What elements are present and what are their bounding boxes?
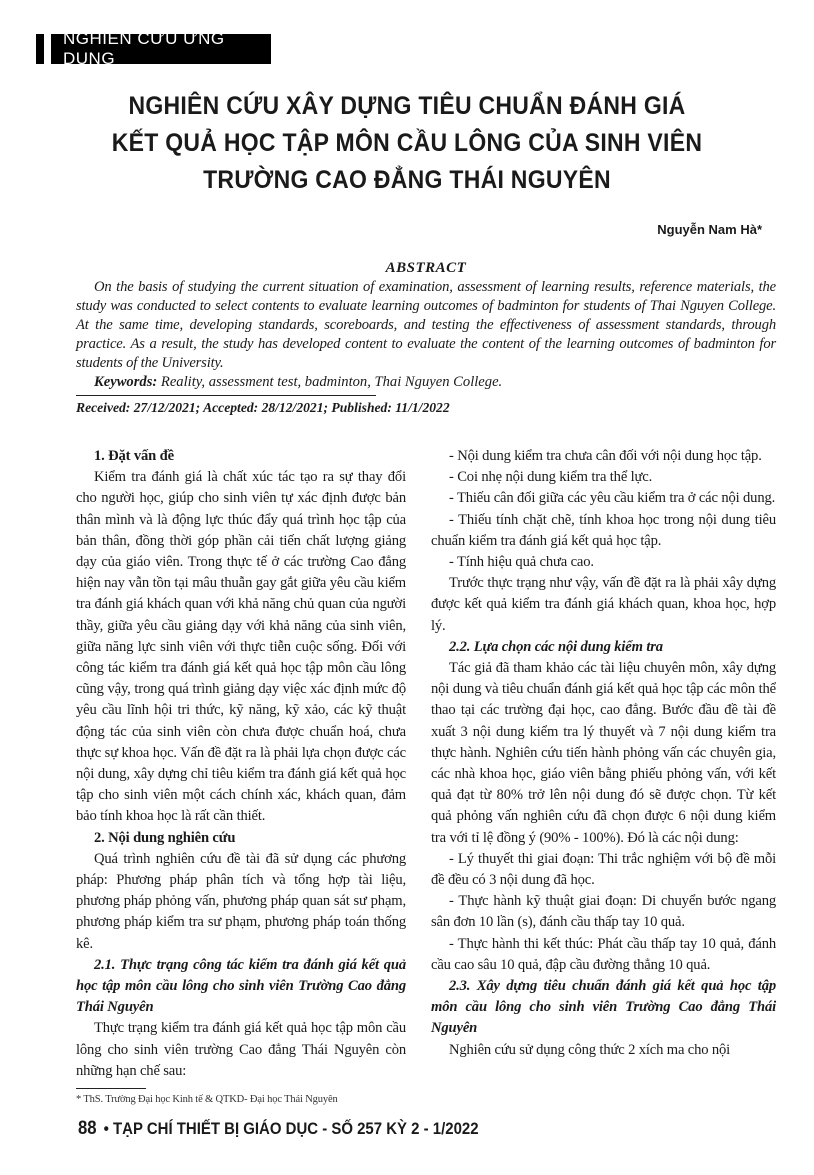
header-bar — [36, 34, 44, 64]
divider — [76, 395, 376, 396]
author: Nguyễn Nam Hà* — [657, 222, 762, 237]
section-header — [36, 29, 271, 68]
title-line-1: NGHIÊN CỨU XÂY DỰNG TIÊU CHUẨN ĐÁNH GIÁ — [128, 92, 686, 120]
list-item: - Thực hành thi kết thúc: Phát cầu thấp tay 10 quả, đánh cầu cao sâu 10 quả, đập cầu đường thẳng 10 quả. — [431, 935, 776, 973]
abstract-block — [76, 258, 776, 417]
keywords-label: Keywords: — [94, 374, 158, 390]
list-item: - Lý thuyết thi giai đoạn: Thi trắc nghiệm với bộ đề mỗi đề đều có 3 nội dung đã học. — [431, 850, 776, 889]
left-column — [76, 446, 406, 1106]
list-item: - Tính hiệu quả chưa cao. — [449, 554, 594, 571]
section-label: NGHIÊN CỨU ỨNG DỤNG — [51, 34, 271, 64]
subsection-heading: 2.3. Xây dựng tiêu chuẩn đánh giá kết quả học tập môn cầu lông cho sinh viên Trường Cao đẳng Thái Nguyên — [431, 978, 776, 1037]
paragraph: Trước thực trạng như vậy, vấn đề đặt ra là phải xây dựng được kết quả kiểm tra đánh giá khách quan, khoa học, hợp lý. — [431, 575, 776, 634]
journal-name: • TẠP CHÍ THIẾT BỊ GIÁO DỤC - SỐ 257 KỲ 2 - 1/2022 — [103, 1119, 479, 1138]
page-footer — [78, 1118, 479, 1140]
paragraph: Thực trạng kiểm tra đánh giá kết quả học tập môn cầu lông cho sinh viên trường Cao đẳng Thái Nguyên còn những hạn chế sau: — [76, 1020, 406, 1079]
list-item: - Nội dung kiểm tra chưa cân đối với nội dung học tập. — [449, 448, 762, 464]
subsection-heading: 2.1. Thực trạng công tác kiểm tra đánh giá kết quả học tập môn cầu lông cho sinh viên Trường Cao đẳng Thái Nguyên — [76, 956, 406, 1016]
paragraph: Tác giả đã tham khảo các tài liệu chuyên môn, xây dựng nội dung và tiêu chuẩn đánh giá kết quả học tập các môn thể thao tại các trường đại học, cao đẳng. Bước đầu đề tài đề xuất 3 nội dung kiểm tra lý thuyết và 7 nội dung kiểm tra thực hành. Nghiên cứu tiến hành phỏng vấn các chuyên gia, các nhà khoa học, giáo viên bằng phiếu phỏng vấn, với kết quả đạt từ 80% trở lên nội dung đó sẽ được chọn. Từ kết quả phỏng vấn nghiên cứu đã chọn được 6 nội dung kiểm tra với tỉ lệ đồng ý (90% - 100%). Đó là các nội dung: — [431, 660, 776, 846]
section-heading: 2. Nội dung nghiên cứu — [94, 829, 236, 846]
keywords — [76, 373, 776, 392]
paragraph: Quá trình nghiên cứu đề tài đã sử dụng các phương pháp: Phương pháp phân tích và tổng hợp tài liệu, phương pháp phỏng vấn, phương pháp quan sát sư phạm, phương pháp kiểm tra sư phạm, phương pháp toán thống kê. — [76, 850, 406, 952]
list-item: - Thiếu cân đối giữa các yêu cầu kiểm tra ở các nội dung. — [449, 490, 776, 507]
title-line-3: TRƯỜNG CAO ĐẲNG THÁI NGUYÊN — [203, 166, 611, 194]
footnote: * ThS. Trường Đại học Kinh tế & QTKD- Đại học Thái Nguyên — [76, 1094, 338, 1106]
paragraph: Nghiên cứu sử dụng công thức 2 xích ma cho nội — [449, 1041, 731, 1058]
footnote-divider — [76, 1088, 146, 1089]
abstract-heading: ABSTRACT — [385, 260, 467, 276]
subsection-heading: 2.2. Lựa chọn các nội dung kiểm tra — [449, 638, 663, 655]
title-line-2: KẾT QUẢ HỌC TẬP MÔN CẦU LÔNG CỦA SINH VIÊN — [111, 129, 703, 157]
paragraph: Kiểm tra đánh giá là chất xúc tác tạo ra sự thay đổi cho người học, giúp cho sinh viên tự xác định được bản thân mình và là động lực thúc đẩy quá trình học tập của bản thân, đồng thời góp phần cải tiến chất lượng giảng dạy của giáo viên. Trong thực tế ở các trường Cao đẳng hiện nay vẫn tồn tại mâu thuẫn gay gắt giữa yêu cầu kiểm tra đánh giá khách quan với khả năng chủ quan của người thầy, giữa yêu cầu giảng dạy với khả năng của sinh viên, giữa năng lực sinh viên với thực tiễn cuộc sống. Đối với công tác kiểm tra đánh giá kết quả học tập môn cầu lông cũng vậy, trong quá trình giảng dạy việc xác định mức độ yêu cầu lĩnh hội tri thức, kỹ năng, kỹ xảo, các kỹ thuật động tác của sinh viên còn chưa được chuẩn hoá, chưa thực sự khoa học. Vấn đề đặt ra là phải lựa chọn được các nội dung, xây dựng chỉ tiêu kiểm tra đánh giá kết quả học tập cho sinh viên một cách chính xác, khách quan, đảm bảo tính khoa học là rất cần thiết. — [76, 469, 406, 825]
page-number: 88 — [78, 1118, 97, 1139]
article-title — [88, 88, 726, 199]
keywords-text: Reality, assessment test, badminton, Thai Nguyen College. — [157, 374, 503, 390]
list-item: - Thực hành kỹ thuật giai đoạn: Di chuyển bước ngang sân đơn 10 lần (s), đánh cầu thấp tay 10 quả. — [431, 893, 776, 931]
abstract-text: On the basis of studying the current situation of examination, assessment of learning results, reference materials, the study was conducted to select contents to evaluate learning outcomes of badminton for students of Thai Nguyen College. At the same time, developing standards, scoreboards, and testing the effectiveness of assessment standards, through practice. As a result, the study has developed content to evaluate the content of the learning outcomes of badminton for students of the University. — [76, 279, 776, 371]
right-column — [431, 446, 776, 1106]
section-heading: 1. Đặt vấn đề — [94, 448, 174, 464]
list-item: - Thiếu tính chặt chẽ, tính khoa học trong nội dung tiêu chuẩn kiểm tra đánh giá kết quả học tập. — [431, 511, 776, 549]
footnote-area — [76, 1082, 406, 1106]
list-item: - Coi nhẹ nội dung kiểm tra thể lực. — [449, 469, 653, 486]
received-dates: Received: 27/12/2021; Accepted: 28/12/2021; Published: 11/1/2022 — [76, 400, 450, 415]
body-columns — [76, 446, 776, 1106]
